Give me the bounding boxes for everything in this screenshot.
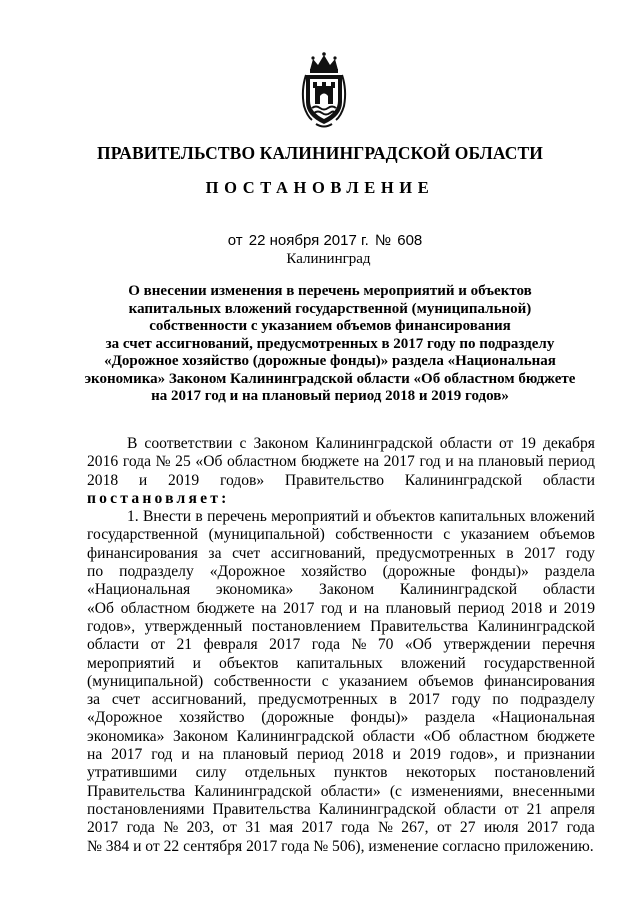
word: фонды)» [350, 709, 409, 727]
word: на [261, 599, 277, 617]
word: предусмотренных [376, 544, 496, 562]
word: на [87, 746, 103, 764]
word: отдельных [244, 764, 316, 782]
title-line: «Дорожное хозяйство (дорожные фонды)» раздела «Национальная [104, 353, 556, 369]
word: «Дорожное [209, 563, 286, 581]
word: пунктов [333, 764, 388, 782]
word: № [155, 453, 171, 471]
word: 2017 [383, 453, 415, 471]
document-type: ПОСТАНОВЛЕНИЕ [205, 178, 435, 197]
word: на [458, 453, 474, 471]
title-line: капитальных вложений государственной (муниципальной) [128, 300, 532, 317]
word: за [87, 691, 101, 709]
word: году [565, 544, 595, 562]
word: декабря [542, 435, 595, 452]
word: Калининградской [404, 471, 523, 489]
word: капитальных [439, 508, 526, 526]
word: № [351, 636, 367, 654]
word: «Национальная [87, 581, 191, 599]
body-line [87, 801, 595, 819]
body-line [87, 636, 595, 654]
word: счет [232, 544, 261, 562]
word: Правительства [87, 782, 186, 800]
word: годов», [449, 746, 498, 764]
word: от [504, 800, 519, 818]
date-prefix: от [227, 232, 243, 249]
word: и [548, 599, 558, 617]
word: года [126, 819, 155, 837]
word: вложений [530, 508, 595, 526]
body-line [87, 618, 595, 636]
word: собственности [213, 672, 312, 690]
word: подразделу [119, 563, 194, 581]
word: года [311, 636, 341, 654]
word: финансирования [87, 544, 198, 562]
body-line [87, 472, 595, 490]
word: хозяйство [179, 709, 245, 727]
body-line [87, 819, 595, 837]
word: изменениями, [411, 782, 504, 800]
word: мая [269, 819, 294, 837]
body-line [87, 709, 595, 727]
word: Калининградской [318, 800, 436, 818]
number-sign: № [374, 232, 392, 249]
word: на [363, 453, 379, 471]
word: с [321, 672, 329, 690]
word: 2017 [111, 746, 143, 764]
word: (муниципальной) [87, 672, 204, 690]
word: экономика» [87, 727, 165, 745]
word: 2018 [511, 599, 543, 617]
document-number: 608 [397, 232, 423, 249]
title-line: за счет ассигнований, предусмотренных в 2017 году по подразделу [105, 335, 555, 352]
word: Калининградской [194, 782, 312, 800]
word: Внести [142, 508, 192, 526]
word: в [389, 691, 397, 709]
body-line [87, 435, 595, 453]
word: 21 [526, 800, 543, 818]
word: № [377, 819, 393, 837]
word: 2017 [283, 599, 315, 617]
title-line: экономика» Законом Калининградской области «Об областном бюджете [84, 370, 576, 387]
word: (дорожные [261, 709, 334, 727]
word: предусмотренных [258, 691, 378, 709]
date-number-line [0, 232, 640, 249]
word: с [443, 526, 451, 544]
word: 2019 [409, 746, 441, 764]
word: постановлением [251, 617, 361, 635]
word: № [163, 819, 179, 837]
word: период [548, 453, 595, 471]
word: от [150, 636, 165, 654]
word: 267, [401, 819, 429, 837]
word: от [222, 819, 237, 837]
word: постановлениями [87, 800, 205, 818]
word: экономика» [215, 581, 294, 599]
word: Калининградской [236, 727, 354, 745]
word: на [363, 599, 380, 617]
word: внесенными [512, 782, 595, 800]
word: (дорожные [382, 563, 456, 581]
body-line [87, 453, 595, 471]
body-line [87, 764, 595, 782]
word: 2018 [352, 746, 384, 764]
word: ассигнований, [151, 691, 247, 709]
word: Правительства [370, 617, 469, 635]
word: хозяйство [301, 563, 367, 581]
word: областном [458, 727, 529, 745]
word: в [506, 544, 514, 562]
word: Правительства [212, 800, 311, 818]
word: 70 [377, 636, 394, 654]
word: областном [227, 453, 297, 471]
word: счет [111, 691, 141, 709]
word: Калининградской [477, 617, 595, 635]
coat-of-arms-emblem [298, 50, 350, 130]
word: «Об [404, 636, 432, 654]
body-line [87, 728, 595, 746]
word: государственной [483, 654, 595, 672]
word: апреля [550, 800, 595, 818]
word: 19 [520, 435, 536, 452]
document-date: 22 ноября 2017 г. [248, 232, 369, 249]
word: В [127, 435, 138, 452]
word: и [506, 746, 516, 764]
body-line [87, 526, 595, 544]
word: Законом [173, 727, 229, 745]
word: 2017 [87, 819, 119, 837]
word: 2017 [524, 544, 556, 562]
word: 2018 [87, 471, 119, 489]
word: указанием [339, 672, 408, 690]
word: и [138, 471, 148, 489]
word: Правительство [284, 471, 385, 489]
word: «Об [423, 727, 451, 745]
word: в [195, 508, 203, 526]
word: 2019 [168, 471, 200, 489]
word: ассигнований, [270, 544, 366, 562]
word: области [439, 435, 492, 452]
word: года [566, 819, 595, 837]
word: «Дорожное [87, 709, 163, 727]
word: раздела [424, 709, 476, 727]
word: подразделу [520, 691, 595, 709]
word: капитальных [296, 654, 383, 672]
word: и [392, 746, 401, 764]
word: признании [524, 746, 595, 764]
word: области [542, 581, 595, 599]
word: 21 [176, 636, 193, 654]
body-line [87, 600, 595, 618]
word: и [363, 508, 372, 526]
document-title [80, 283, 580, 406]
body-line [87, 655, 595, 673]
word: мероприятий [271, 508, 359, 526]
word: Калининградской [315, 435, 433, 452]
word: указанием [460, 526, 530, 544]
coat-of-arms-icon [298, 50, 350, 130]
word: и [192, 654, 201, 672]
word: годов» [219, 471, 265, 489]
word: некоторых [405, 764, 477, 782]
title-line: О внесении изменения в перечень мероприятий и объектов [128, 283, 532, 299]
title-line: собственности с указанием объемов финансирования [149, 318, 511, 334]
word: утвержденный [144, 617, 243, 635]
word: плановый [385, 599, 452, 617]
word: годов», [87, 617, 136, 635]
word: 2017 [269, 636, 301, 654]
word: соответствии [144, 435, 233, 452]
word: области [444, 800, 497, 818]
word: плановый [478, 453, 544, 471]
word: и [445, 453, 454, 471]
word: 1. [127, 508, 139, 526]
word: области [542, 471, 595, 489]
word: 2017 [408, 691, 440, 709]
body-line [87, 746, 595, 764]
body-line [87, 581, 595, 599]
word: от [498, 435, 514, 452]
word: объемов [418, 672, 474, 690]
word: с [239, 435, 247, 452]
word: области» [320, 782, 381, 800]
word: вложений [400, 654, 466, 672]
word: областном [120, 599, 191, 617]
word: собственности [335, 526, 433, 544]
word: области [362, 727, 415, 745]
word: постановлений [494, 764, 595, 782]
body-line [87, 691, 595, 709]
word: бюджете [537, 727, 595, 745]
word: 2019 [563, 599, 595, 617]
word: за [208, 544, 222, 562]
word: объектов [219, 654, 279, 672]
word: Калининградской [399, 581, 518, 599]
title-line: на 2017 год и на плановый период 2018 и 2019 годов» [151, 388, 509, 404]
word: утверждении [443, 636, 531, 654]
word: Законом [253, 435, 309, 452]
word: (муниципальной) [208, 526, 325, 544]
word: и [181, 746, 190, 764]
word: 2016 [87, 453, 119, 471]
word: период [457, 599, 505, 617]
word: июля [483, 819, 519, 837]
word: утратившими [87, 764, 178, 782]
body-line [87, 508, 595, 526]
word: февраля [203, 636, 258, 654]
word: «Об [87, 599, 114, 617]
word: 31 [245, 819, 261, 837]
word: финансирования [484, 672, 595, 690]
word: мероприятий [87, 654, 175, 672]
word: года [341, 819, 370, 837]
body-line [87, 783, 595, 801]
word: раздела [544, 563, 595, 581]
word: бюджете [196, 599, 255, 617]
word: перечня [542, 636, 595, 654]
word: (с [389, 782, 402, 800]
word: от [437, 819, 452, 837]
word: перечень [207, 508, 267, 526]
word: период [296, 746, 344, 764]
word: по [492, 691, 509, 709]
resolves-word: постановляет: [87, 489, 230, 507]
word: фонды)» [471, 563, 529, 581]
word: «Национальная [491, 709, 595, 727]
word: год [320, 599, 343, 617]
body-line [87, 563, 595, 581]
body-line [87, 545, 595, 563]
body-line-last: № 384 и от 22 сентября 2017 года № 506), изменение согласно приложению. [87, 837, 594, 855]
word: год [419, 453, 441, 471]
word: год [151, 746, 173, 764]
word: 2017 [301, 819, 333, 837]
word: плановый [222, 746, 289, 764]
word: 2017 [526, 819, 559, 837]
resolves-line [87, 490, 595, 508]
word: Законом [319, 581, 375, 599]
word: года [122, 453, 152, 471]
word: на [198, 746, 214, 764]
word: 27 [459, 819, 476, 837]
word: силу [195, 764, 227, 782]
city: Калининград [286, 251, 371, 267]
word: бюджете [301, 453, 360, 471]
document-body [87, 435, 595, 856]
word: и [348, 599, 358, 617]
word: году [451, 691, 481, 709]
word: 25 [175, 453, 191, 471]
word: объемов [539, 526, 595, 544]
word: «Об [195, 453, 223, 471]
government-name: ПРАВИТЕЛЬСТВО КАЛИНИНГРАДСКОЙ ОБЛАСТИ [97, 143, 543, 163]
word: объектов [375, 508, 436, 526]
word: государственной [87, 526, 199, 544]
word: области [87, 636, 140, 654]
body-line [87, 673, 595, 691]
word: 203, [186, 819, 214, 837]
word: по [87, 563, 104, 581]
